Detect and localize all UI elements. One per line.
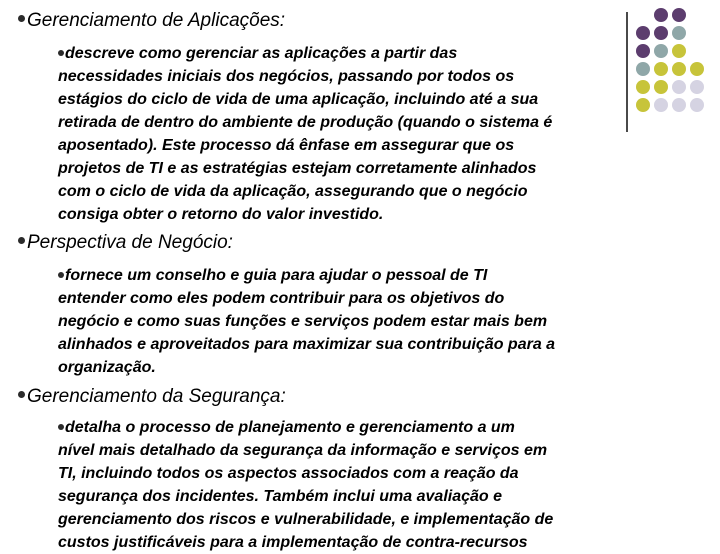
body-line: entender como eles podem contribuir para os objetivos do (58, 290, 505, 307)
body-line: aposentado). Este processo dá ênfase em assegurar que os (58, 137, 515, 154)
body-line: custos justificáveis para a implementação de contra-recursos (58, 534, 528, 551)
decorative-dot (636, 44, 650, 58)
decorative-dot (690, 98, 704, 112)
body-line: projetos de TI e as estratégias estejam corretamente alinhados (58, 160, 537, 177)
section-body-aplicacoes (58, 42, 623, 226)
dot-grid-decoration (636, 8, 716, 118)
decorative-dot (636, 62, 650, 76)
decorative-dot (636, 26, 650, 40)
body-line: gerenciamento dos riscos e vulnerabilidade, e implementação de (58, 511, 554, 528)
section-body-negocio (58, 264, 623, 379)
decorative-dot (654, 98, 668, 112)
decorative-dot (636, 98, 650, 112)
decorative-dot (654, 26, 668, 40)
body-line (58, 264, 623, 287)
decorative-dot (672, 44, 686, 58)
decorative-dot (690, 62, 704, 76)
bullet-icon (18, 237, 25, 244)
body-line: segurança dos incidentes. Também inclui uma avaliação e (58, 488, 503, 505)
body-line: necessidades iniciais dos negócios, passando por todos os (58, 68, 515, 85)
decorative-dot (672, 80, 686, 94)
body-line: com o ciclo de vida da aplicação, assegurando que o negócio (58, 183, 528, 200)
section-heading-text: Gerenciamento da Segurança: (27, 386, 286, 407)
decorative-dot (636, 80, 650, 94)
body-line: estágios do ciclo de vida de uma aplicação, incluindo até a sua (58, 91, 539, 108)
decorative-dot (672, 8, 686, 22)
section-heading-aplicacoes (18, 10, 285, 32)
decorative-dot (654, 8, 668, 22)
bullet-icon (58, 424, 64, 430)
decorative-dot (672, 26, 686, 40)
section-heading-seguranca (18, 386, 286, 408)
decorative-dot (654, 62, 668, 76)
bullet-icon (58, 50, 64, 56)
body-line: consiga obter o retorno do valor investido. (58, 206, 384, 223)
decorative-dot (654, 44, 668, 58)
body-line (58, 416, 623, 439)
body-line (58, 42, 623, 65)
bullet-icon (18, 391, 25, 398)
body-line: alinhados e aproveitados para maximizar sua contribuição para a (58, 336, 556, 353)
bullet-icon (58, 272, 64, 278)
body-line: organização. (58, 359, 156, 376)
decorative-dot (672, 62, 686, 76)
body-line-text: fornece um conselho e guia para ajudar o pessoal de TI (65, 267, 488, 284)
section-heading-text: Perspectiva de Negócio: (27, 232, 233, 253)
section-body-seguranca (58, 416, 623, 554)
body-line: retirada de dentro do ambiente de produção (quando o sistema é (58, 114, 553, 131)
body-line-text: detalha o processo de planejamento e gerenciamento a um (65, 419, 515, 436)
body-line: negócio e como suas funções e serviços podem estar mais bem (58, 313, 548, 330)
section-heading-text: Gerenciamento de Aplicações: (27, 10, 286, 31)
bullet-icon (18, 15, 25, 22)
section-heading-negocio (18, 232, 233, 254)
decorative-dot (690, 80, 704, 94)
body-line: TI, incluindo todos os aspectos associados com a reação da (58, 465, 519, 482)
divider-line (626, 12, 628, 132)
decorative-dot (672, 98, 686, 112)
body-line-text: descreve como gerenciar as aplicações a partir das (65, 45, 458, 62)
body-line: nível mais detalhado da segurança da informação e serviços em (58, 442, 548, 459)
decorative-dot (654, 80, 668, 94)
